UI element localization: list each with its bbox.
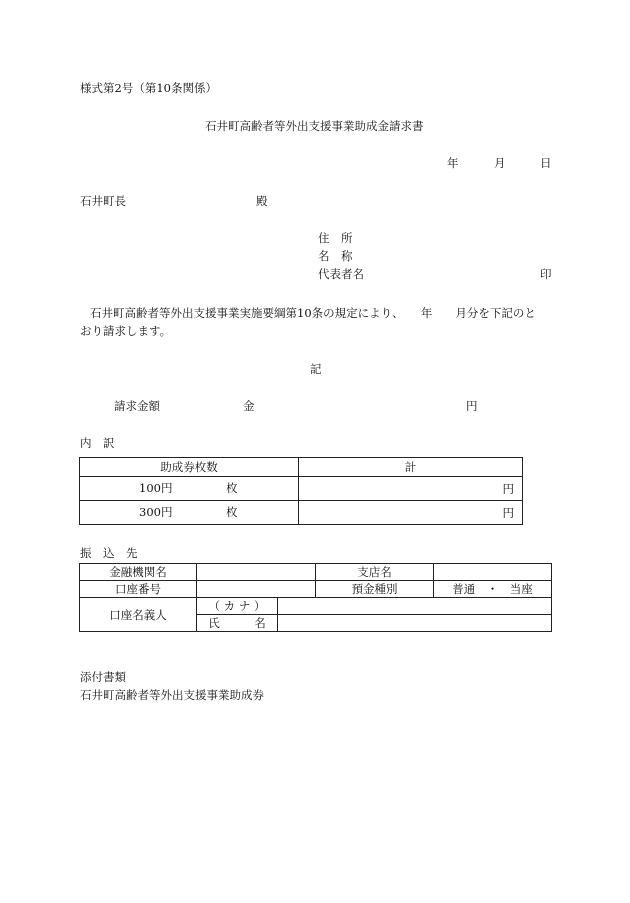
account-holder-label: 口座名義人: [80, 598, 197, 632]
form-number: 様式第2号（第10条関係）: [80, 81, 217, 95]
date-year: 年: [447, 156, 459, 170]
table-row: [80, 501, 523, 525]
ticket-unit: 枚: [226, 505, 238, 519]
addressee-name: 石井町長: [80, 194, 126, 208]
total-cell: 円: [299, 501, 523, 525]
ticket-unit: 枚: [226, 481, 238, 495]
name-label: 氏 名: [197, 614, 278, 631]
attachments-item: 石井町高齢者等外出支援事業助成券: [80, 688, 264, 702]
transfer-table: [79, 563, 552, 632]
ticket-face-value: 100円: [139, 481, 173, 495]
date-month: 月: [494, 156, 506, 170]
addressee-honorific: 殿: [256, 194, 268, 208]
kana-label: （ カ ナ ）: [197, 598, 278, 614]
ticket-cell: [80, 477, 299, 501]
body-text-line1: 石井町高齢者等外出支援事業実施要綱第10条の規定により、 年 月分を下記のと: [90, 306, 536, 320]
account-number-label: 口座番号: [80, 581, 197, 598]
header-ticket-count: 助成券枚数: [80, 458, 299, 477]
ki-heading: 記: [310, 362, 322, 376]
table-row: [80, 477, 523, 501]
deposit-type-label: 預金種別: [316, 581, 434, 598]
account-number-value: [197, 581, 316, 598]
body-text-line2: おり請求します。: [80, 324, 172, 338]
claim-kin: 金: [243, 399, 255, 413]
date-day: 日: [540, 156, 552, 170]
attachments-title: 添付書類: [80, 670, 126, 684]
deposit-type-options: 普通 ・ 当座: [434, 581, 552, 598]
name-value: [278, 614, 552, 631]
ticket-face-value: 300円: [139, 505, 173, 519]
total-cell: 円: [299, 477, 523, 501]
document-title: 石井町高齢者等外出支援事業助成金請求書: [205, 119, 424, 133]
header-total: 計: [299, 458, 523, 477]
branch-name-label: 支店名: [316, 564, 434, 581]
bank-name-value: [197, 564, 316, 581]
claim-amount-label: 請求金額: [114, 399, 160, 413]
breakdown-table: [79, 457, 523, 525]
kana-value: [278, 598, 552, 614]
ticket-cell: [80, 501, 299, 525]
applicant-name-label: 名 称: [318, 249, 353, 263]
branch-name-value: [434, 564, 552, 581]
breakdown-title: 内 訳: [80, 436, 115, 450]
bank-name-label: 金融機関名: [80, 564, 197, 581]
applicant-address-label: 住 所: [318, 231, 353, 245]
transfer-title: 振 込 先: [80, 546, 138, 560]
claim-yen: 円: [466, 399, 478, 413]
seal-mark: 印: [540, 267, 552, 281]
applicant-rep-label: 代表者名: [318, 267, 364, 281]
